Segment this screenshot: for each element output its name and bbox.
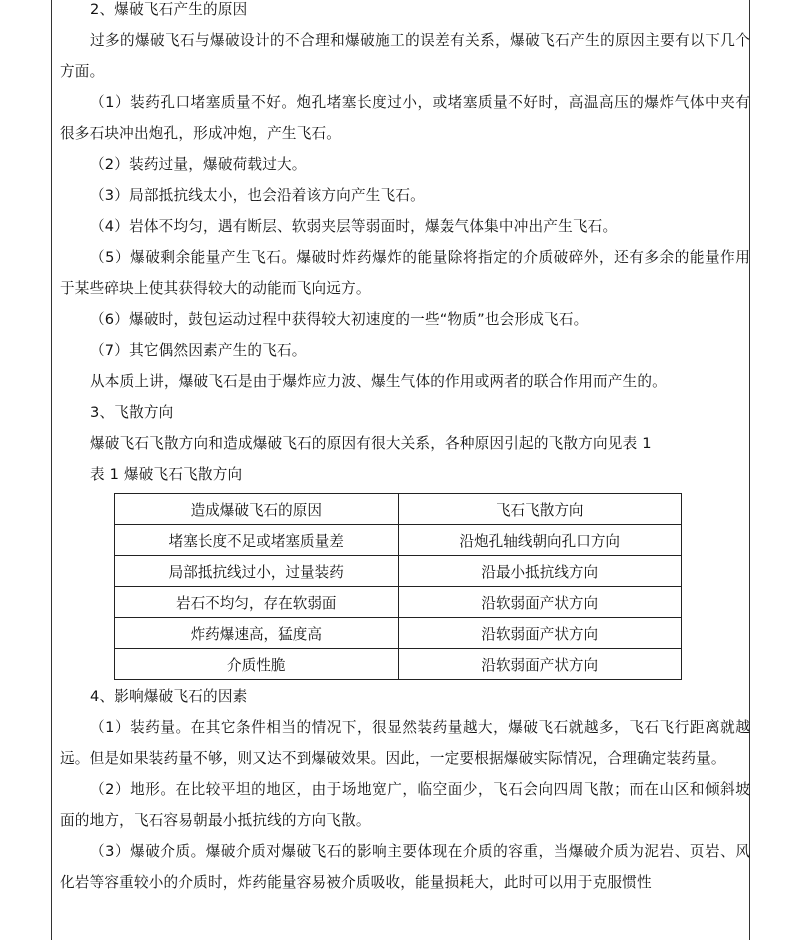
section-2-item-1: （1）装药孔口堵塞质量不好。炮孔堵塞长度过小，或堵塞质量不好时，高温高压的爆炸气体中夹有很多石块冲出炮孔，形成冲炮，产生飞石。 [60, 94, 750, 142]
section-2-item-4: （4）岩体不均匀，遇有断层、软弱夹层等弱面时，爆轰气体集中冲出产生飞石。 [90, 218, 618, 235]
table-row [115, 587, 682, 618]
section-2-item-3: （3）局部抵抗线太小，也会沿着该方向产生飞石。 [90, 187, 425, 204]
section-2-item-2: （2）装药过量，爆破荷载过大。 [90, 156, 307, 173]
section-2-conclusion: 从本质上讲，爆破飞石是由于爆炸应力波、爆生气体的作用或两者的联合作用而产生的。 [90, 373, 667, 390]
table-cell: 沿软弱面产状方向 [398, 649, 682, 680]
table-caption: 表 1 爆破飞石飞散方向 [90, 466, 243, 483]
table-border-left [51, 0, 52, 940]
table-cell: 介质性脆 [115, 649, 399, 680]
table-row [115, 618, 682, 649]
table-cell: 沿炮孔轴线朝向孔口方向 [398, 525, 682, 556]
table-header-direction: 飞石飞散方向 [398, 494, 682, 525]
table-cell: 局部抵抗线过小，过量装药 [115, 556, 399, 587]
section-2-item-6: （6）爆破时，鼓包运动过程中获得较大初速度的一些“物质”也会形成飞石。 [90, 311, 589, 328]
document-content [60, 0, 750, 898]
section-4-heading: 4、影响爆破飞石的因素 [90, 688, 248, 705]
section-4-item-1: （1）装药量。在其它条件相当的情况下，很显然装药量越大，爆破飞石就越多，飞石飞行距离就越远。但是如果装药量不够，则又达不到爆破效果。因此，一定要根据爆破实际情况，合理确定装药量。 [60, 719, 750, 767]
table-cell: 岩石不均匀，存在软弱面 [115, 587, 399, 618]
table-row [115, 649, 682, 680]
table-header-cause: 造成爆破飞石的原因 [115, 494, 399, 525]
section-3-intro: 爆破飞石飞散方向和造成爆破飞石的原因有很大关系，各种原因引起的飞散方向见表 1 [90, 435, 652, 452]
section-3-heading: 3、飞散方向 [90, 404, 174, 421]
table-cell: 沿软弱面产状方向 [398, 587, 682, 618]
table-cell: 炸药爆速高，猛度高 [115, 618, 399, 649]
section-2-heading: 2、爆破飞石产生的原因 [90, 1, 248, 18]
table-row [115, 556, 682, 587]
section-4-item-2: （2）地形。在比较平坦的地区，由于场地宽广，临空面少，飞石会向四周飞散；而在山区和倾斜坡面的地方，飞石容易朝最小抵抗线的方向飞散。 [60, 781, 750, 829]
table-cell: 堵塞长度不足或堵塞质量差 [115, 525, 399, 556]
flyrock-direction-table [114, 493, 682, 680]
section-4-item-3: （3）爆破介质。爆破介质对爆破飞石的影响主要体现在介质的容重，当爆破介质为泥岩、页岩、风化岩等容重较小的介质时，炸药能量容易被介质吸收，能量损耗大，此时可以用于克服惯性 [60, 843, 750, 891]
table-cell: 沿最小抵抗线方向 [398, 556, 682, 587]
table-row [115, 525, 682, 556]
section-2-item-7: （7）其它偶然因素产生的飞石。 [90, 342, 307, 359]
table-cell: 沿软弱面产状方向 [398, 618, 682, 649]
section-2-intro: 过多的爆破飞石与爆破设计的不合理和爆破施工的误差有关系，爆破飞石产生的原因主要有以下几个方面。 [60, 32, 750, 80]
section-2-item-5: （5）爆破剩余能量产生飞石。爆破时炸药爆炸的能量除将指定的介质破碎外，还有多余的能量作用于某些碎块上使其获得较大的动能而飞向远方。 [60, 249, 750, 297]
table-header-row [115, 494, 682, 525]
